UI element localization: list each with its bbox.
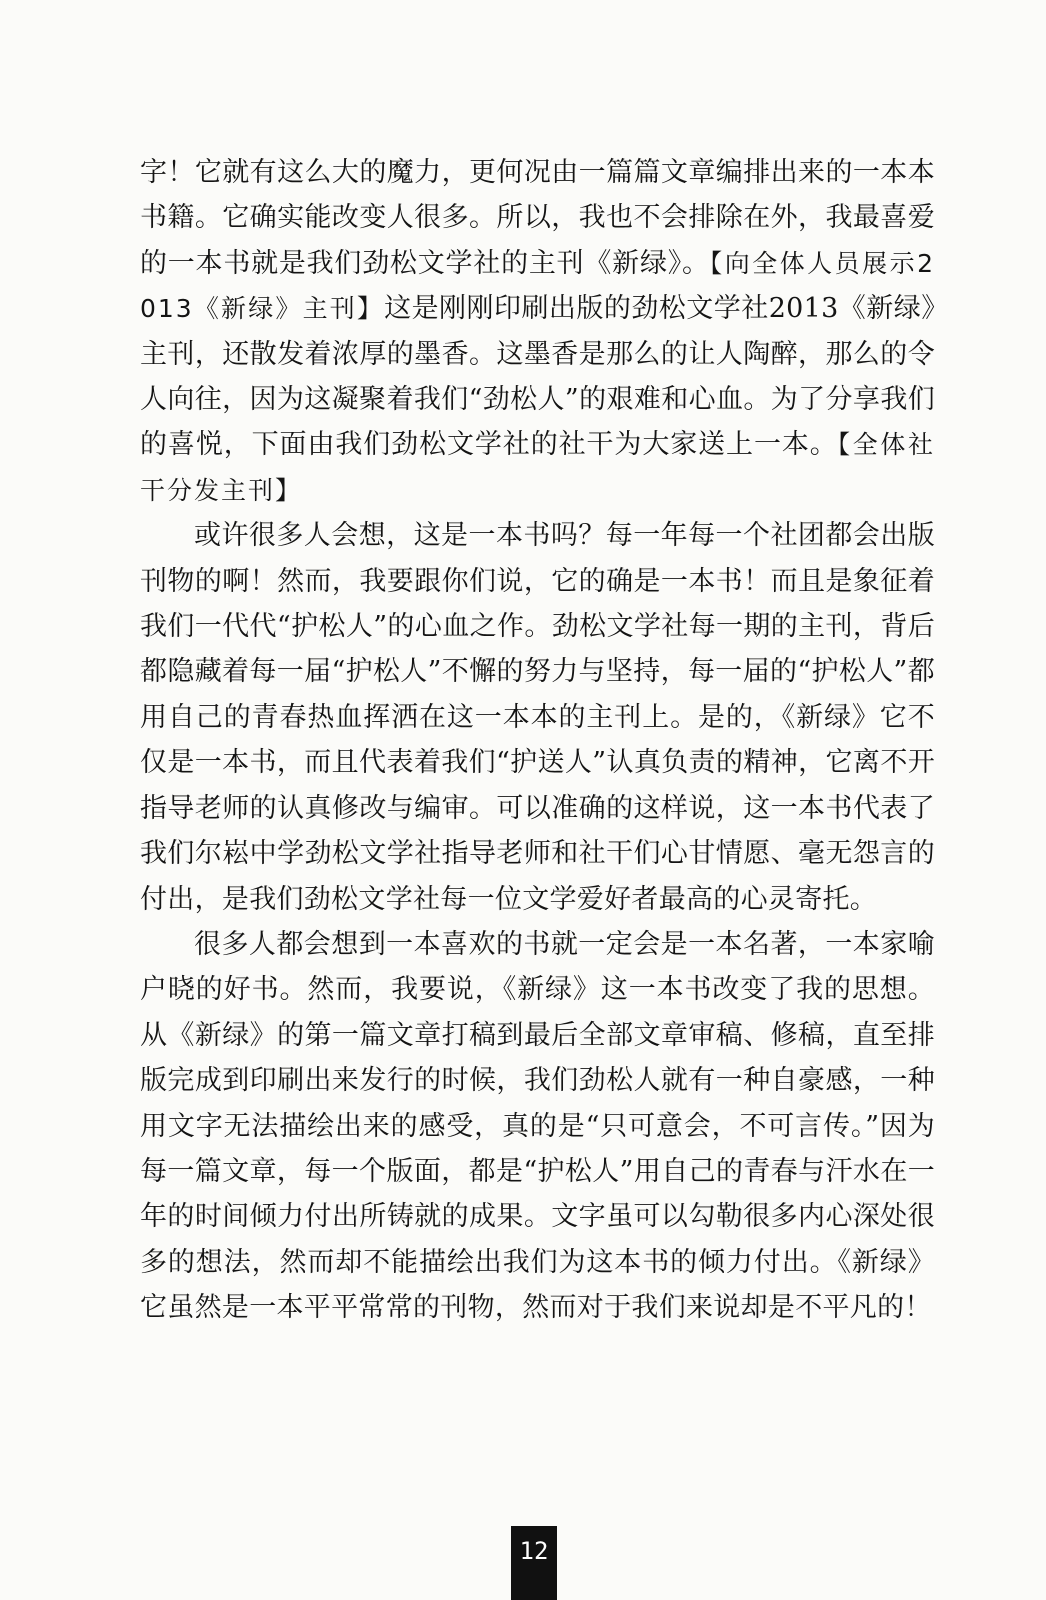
paragraph xyxy=(140,922,935,1331)
paragraph-text: 很多人都会想到一本喜欢的书就一定会是一本名著，一本家喻户晓的好书。然而，我要说，《新绿》这一本书改变了我的思想。从《新绿》的第一篇文章打稿到最后全部文章审稿、修稿，直至排版完成到印刷出来发行的时候，我们劲松人就有一种自豪感，一种用文字无法描绘出来的感受，真的是“只可意会，不可言传。”因为每一篇文章，每一个版面，都是“护松人”用自己的青春与汗水在一年的时间倾力付出所铸就的成果。文字虽可以勾勒很多内心深处很多的想法，然而却不能描绘出我们为这本书的倾力付出。《新绿》它虽然是一本平平常常的刊物，然而对于我们来说却是不平凡的！ xyxy=(140,928,935,1324)
paragraph xyxy=(140,513,935,922)
stage-direction: 【全体社干分发主刊】 xyxy=(140,430,935,505)
paragraph-text: 或许很多人会想，这是一本书吗？每一年每一个社团都会出版刊物的啊！然而，我要跟你们说，它的确是一本书！而且是象征着我们一代代“护松人”的心血之作。劲松文学社每一期的主刊，背后都隐藏着每一届“护松人”不懈的努力与坚持，每一届的“护松人”都用自己的青春热血挥洒在这一本本的主刊上。是的，《新绿》它不仅是一本书，而且代表着我们“护送人”认真负责的精神，它离不开指导老师的认真修改与编审。可以准确的这样说，这一本书代表了我们尔崧中学劲松文学社指导老师和社干们心甘情愿、毫无怨言的付出，是我们劲松文学社每一位文学爱好者最高的心灵寄托。 xyxy=(140,520,935,915)
paragraph xyxy=(140,150,935,513)
stage-direction: 【向全体人员展示2013《新绿》主刊】 xyxy=(140,248,935,324)
page-number: 12 xyxy=(511,1526,557,1600)
page-body xyxy=(140,150,935,1331)
paragraph-text: 这是刚刚印刷出版的劲松文学社2013《新绿》主刊，还散发着浓厚的墨香。这墨香是那么的让人陶醉，那么的令人向往，因为这凝聚着我们“劲松人”的艰难和心血。为了分享我们的喜悦，下面由我们劲松文学社的社干为大家送上一本。 xyxy=(140,293,935,461)
paragraph-text: 字！它就有这么大的魔力，更何况由一篇篇文章编排出来的一本本书籍。它确实能改变人很多。所以，我也不会排除在外，我最喜爱的一本书就是我们劲松文学社的主刊《新绿》。 xyxy=(140,157,935,279)
